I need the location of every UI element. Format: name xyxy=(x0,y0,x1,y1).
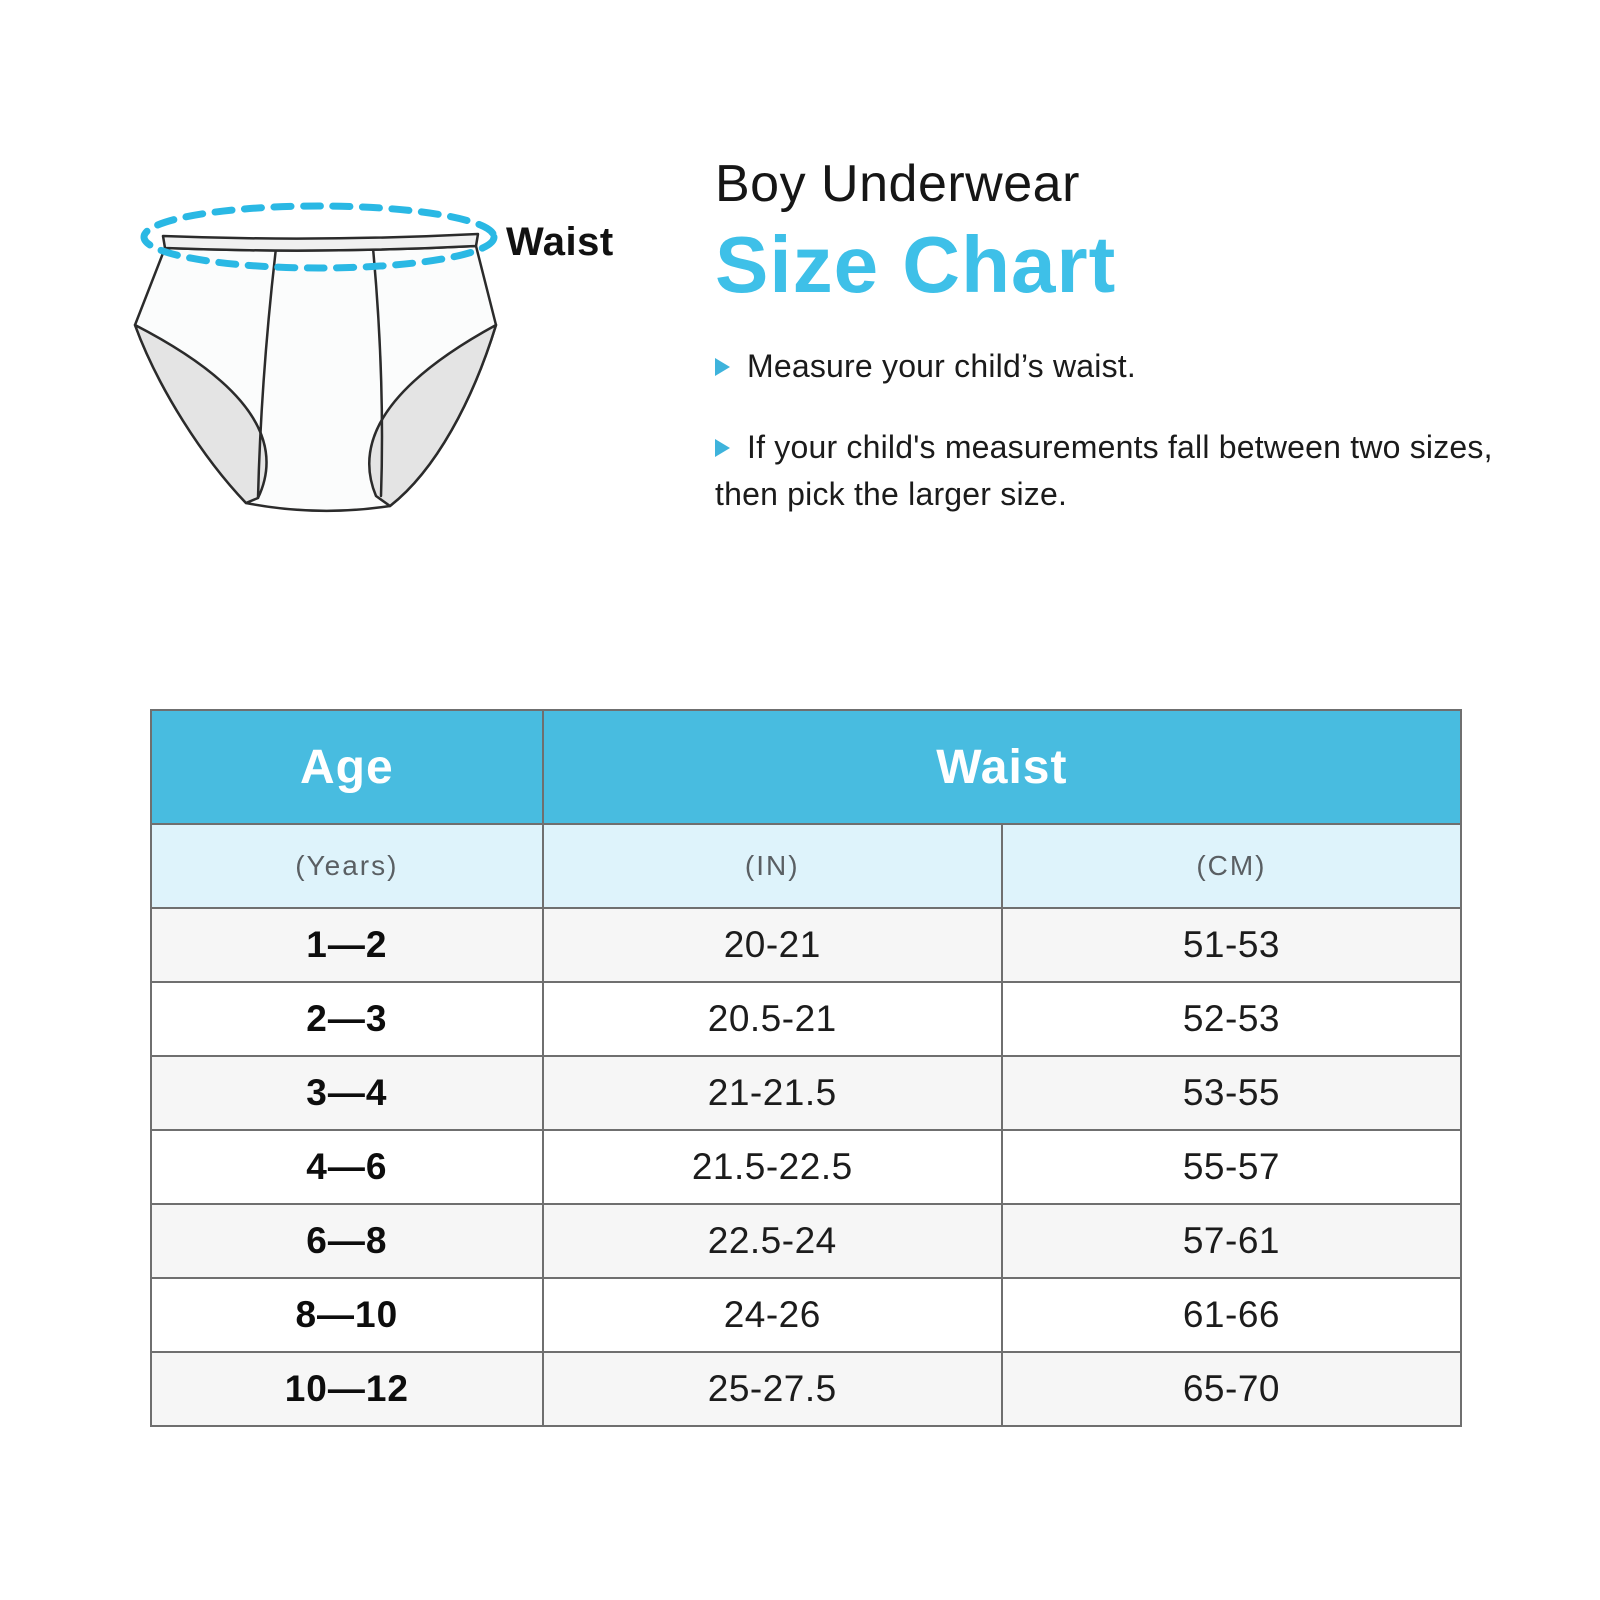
table-row xyxy=(151,982,1461,1056)
waist-in-cell: 22.5-24 xyxy=(543,1204,1002,1278)
size-table xyxy=(150,709,1462,1427)
age-cell: 8—10 xyxy=(151,1278,543,1352)
waist-label: Waist xyxy=(506,220,614,264)
table-row xyxy=(151,1056,1461,1130)
intro-block xyxy=(715,156,1507,552)
table-row xyxy=(151,908,1461,982)
waist-in-cell: 20.5-21 xyxy=(543,982,1002,1056)
table-row xyxy=(151,1204,1461,1278)
age-cell: 10—12 xyxy=(151,1352,543,1426)
unit-inches: (IN) xyxy=(543,824,1002,908)
instruction-text: Measure your child’s waist. xyxy=(747,348,1136,385)
waistband xyxy=(163,234,478,251)
page-title: Boy Underwear xyxy=(715,155,1080,213)
table-row xyxy=(151,1352,1461,1426)
table-units-row xyxy=(151,824,1461,908)
unit-years: (Years) xyxy=(151,824,543,908)
bullet-triangle-icon xyxy=(715,439,730,457)
waist-cm-cell: 53-55 xyxy=(1002,1056,1461,1130)
waist-cm-cell: 65-70 xyxy=(1002,1352,1461,1426)
waist-in-cell: 24-26 xyxy=(543,1278,1002,1352)
instructions xyxy=(715,343,1507,518)
waist-cm-cell: 55-57 xyxy=(1002,1130,1461,1204)
table-header-waist: Waist xyxy=(543,710,1461,824)
table-row xyxy=(151,1278,1461,1352)
waist-cm-cell: 61-66 xyxy=(1002,1278,1461,1352)
waist-in-cell: 20-21 xyxy=(543,908,1002,982)
age-cell: 4—6 xyxy=(151,1130,543,1204)
age-cell: 2—3 xyxy=(151,982,543,1056)
instruction-item xyxy=(715,343,1507,390)
table-header-age: Age xyxy=(151,710,543,824)
bullet-triangle-icon xyxy=(715,358,730,376)
underwear-illustration xyxy=(118,178,630,546)
instruction-text: If your child's measurements fall between two sizes, then pick the larger size. xyxy=(715,429,1493,513)
waist-cm-cell: 51-53 xyxy=(1002,908,1461,982)
page-subtitle: Size Chart xyxy=(715,220,1117,310)
unit-centimeters: (CM) xyxy=(1002,824,1461,908)
waist-in-cell: 21.5-22.5 xyxy=(543,1130,1002,1204)
waist-cm-cell: 52-53 xyxy=(1002,982,1461,1056)
age-cell: 3—4 xyxy=(151,1056,543,1130)
waist-in-cell: 21-21.5 xyxy=(543,1056,1002,1130)
age-cell: 6—8 xyxy=(151,1204,543,1278)
instruction-item xyxy=(715,424,1507,518)
waist-in-cell: 25-27.5 xyxy=(543,1352,1002,1426)
waist-cm-cell: 57-61 xyxy=(1002,1204,1461,1278)
age-cell: 1—2 xyxy=(151,908,543,982)
table-row xyxy=(151,1130,1461,1204)
table-header-row xyxy=(151,710,1461,824)
